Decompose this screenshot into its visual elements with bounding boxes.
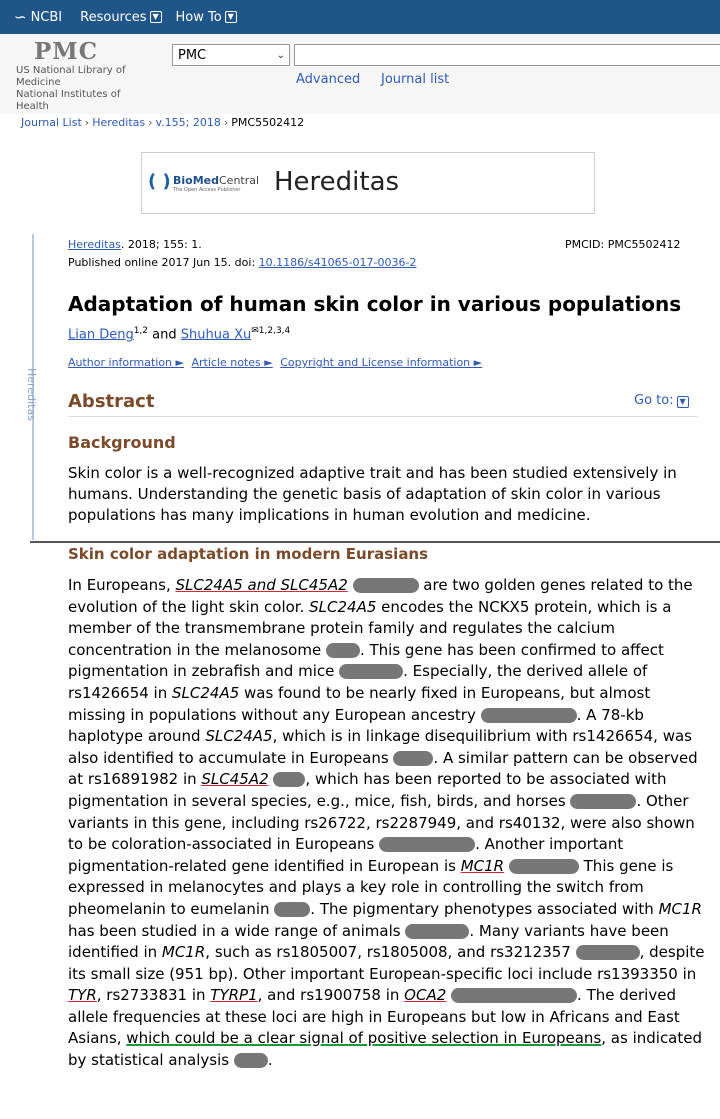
text: was found to be nearly fixed in Europeans, but almost missing in populations without any European ancestry — [68, 683, 651, 724]
database-select-value: PMC — [178, 48, 207, 63]
text: , such as rs1805007, rs1805008, and rs3212357 — [205, 943, 576, 962]
text: . Other variants in this gene, including rs26722, rs2287949, and rs40132, were also shown to be coloration-associated in Europeans — [68, 791, 695, 854]
text: . — [267, 1051, 273, 1070]
goto-label: Go to: — [634, 393, 674, 408]
publisher-tagline: The Open Access Publisher — [173, 187, 241, 193]
redacted-citation — [451, 988, 577, 1003]
breadcrumb-separator: › — [148, 116, 153, 129]
gene-name: SLC24A5 — [309, 597, 377, 616]
redacted-citation — [570, 794, 636, 809]
chevron-down-icon: ⌄ — [276, 50, 285, 61]
gene-name: MC1R — [658, 899, 702, 918]
doi-link[interactable]: 10.1186/s41065-017-0036-2 — [258, 256, 417, 269]
biomed-central-logo-icon: ( ) — [148, 171, 171, 192]
citation-line — [68, 238, 202, 251]
screenshot-seam — [30, 541, 720, 543]
pmcid: PMCID: PMC5502412 — [565, 238, 681, 251]
breadcrumb-journal-list[interactable]: Journal List — [21, 116, 82, 129]
citation-journal-link[interactable]: Hereditas — [68, 238, 121, 251]
gene-name: TYR — [68, 986, 97, 1005]
text: , and rs1900758 in — [257, 986, 405, 1005]
resources-menu[interactable] — [80, 10, 161, 25]
text: . The derived allele frequencies at these loci are high in Europeans but low in Africans and East Asians, — [68, 986, 680, 1048]
redacted-citation — [405, 924, 469, 939]
goto-menu[interactable] — [634, 393, 689, 408]
journal-list-link[interactable]: Journal list — [381, 72, 450, 87]
pmc-logo[interactable]: PMC — [34, 38, 99, 65]
text: , rs2733831 in — [96, 986, 211, 1005]
section-paragraph — [68, 575, 708, 1072]
text: . Many variants have been identified in — [68, 921, 669, 962]
abstract-divider — [68, 416, 698, 417]
chevron-down-icon: ▼ — [225, 11, 237, 23]
author-affiliation — [251, 326, 290, 336]
published-date: Published online 2017 Jun 15. doi: — [68, 256, 259, 269]
redacted-citation — [273, 772, 305, 787]
gene-name: SLC24A5 and SLC45A2 — [175, 576, 348, 594]
author-information-link[interactable]: Author information ► — [68, 356, 184, 369]
redacted-citation — [326, 643, 360, 658]
breadcrumb-hereditas[interactable]: Hereditas — [92, 116, 146, 129]
text: . A similar pattern can be observed at rs16891982 in — [68, 748, 698, 789]
abstract-heading: Abstract — [68, 391, 155, 412]
author-conjunction: and — [148, 327, 181, 343]
breadcrumb-volume[interactable]: v.155; 2018 — [155, 116, 221, 129]
article-title: Adaptation of human skin color in various populations — [68, 292, 682, 316]
text: . Especially, the derived allele of rs1426654 in — [68, 662, 648, 702]
text: , despite its small size (951 bp). Other important European-specific loci include rs1393350 in — [68, 943, 705, 983]
gene-name: SLC24A5 — [205, 727, 273, 746]
article-info-links — [68, 356, 486, 369]
article-notes-link[interactable]: Article notes ► — [191, 356, 273, 369]
journal-title: Hereditas — [274, 167, 400, 197]
author-link[interactable]: Lian Deng — [68, 327, 134, 343]
ncbi-logo-text: NCBI — [30, 9, 63, 25]
advanced-search-link[interactable]: Advanced — [296, 72, 361, 87]
ncbi-logo[interactable] — [14, 8, 62, 26]
chevron-down-icon: ▼ — [150, 11, 162, 23]
gene-name: OCA2 — [404, 986, 447, 1005]
ncbi-logo-icon: ∽ — [14, 8, 27, 26]
redacted-citation — [234, 1053, 268, 1068]
how-to-label: How To — [175, 9, 222, 25]
background-text: Skin color is a well-recognized adaptive trait and has been studied extensively in humans. Understanding the genetic basis of adaptation of skin color in various populations has many implications in human evolution and medicine. — [68, 464, 677, 524]
nlm-name: US National Library of Medicine — [16, 65, 126, 88]
copyright-link[interactable]: Copyright and License information ► — [280, 356, 483, 369]
breadcrumb — [21, 116, 304, 129]
text: . Another important pigmentation-related gene identified in European is — [68, 835, 624, 875]
gene-name: SLC24A5 — [172, 683, 240, 702]
author-list — [68, 326, 290, 342]
database-select[interactable] — [172, 44, 290, 66]
gene-name: SLC45A2 — [201, 770, 269, 789]
gene-name: TYRP1 — [210, 986, 258, 1005]
text: . This gene has been confirmed to affect pigmentation in zebrafish and mice — [68, 640, 664, 681]
text: , as indicated by statistical analysis — [68, 1029, 703, 1070]
text: , which is in linkage disequilibrium with rs1426654, was also identified to accumulate in Europeans — [68, 727, 692, 767]
citation-details: . 2018; 155: 1. — [120, 238, 202, 251]
gene-name: MC1R — [460, 856, 505, 875]
section-heading: Skin color adaptation in modern Eurasians — [68, 545, 429, 563]
text: In Europeans, — [68, 576, 176, 594]
text: . A 78-kb haplotype around — [68, 705, 644, 746]
redacted-citation — [339, 664, 403, 679]
resources-label: Resources — [80, 9, 147, 25]
search-input[interactable] — [294, 44, 720, 66]
text: has been studied in a wide range of animals — [68, 921, 406, 940]
author-affiliation-numbers: 1,2,3,4 — [258, 326, 291, 336]
text: . The pigmentary phenotypes associated with — [310, 899, 659, 918]
highlighted-sentence: which could be a clear signal of positive selection in Europeans — [126, 1029, 602, 1048]
text: , which has been reported to be associated with pigmentation in several species, e.g., mice, fish, birds, and horses — [68, 770, 667, 810]
journal-banner[interactable] — [141, 152, 595, 214]
nih-name: National Institutes of Health — [16, 89, 121, 112]
chevron-down-icon: ▼ — [677, 396, 689, 408]
email-icon[interactable]: ✉ — [251, 326, 259, 336]
author-affiliation: 1,2 — [133, 326, 149, 336]
pmc-header — [0, 34, 720, 114]
background-heading: Background — [68, 433, 176, 452]
publisher-suffix: Central — [219, 174, 260, 187]
redacted-citation — [274, 902, 310, 917]
redacted-citation — [379, 837, 475, 852]
breadcrumb-separator: › — [84, 116, 90, 129]
nlm-text — [16, 65, 156, 113]
published-line — [68, 256, 416, 269]
breadcrumb-separator: › — [223, 116, 229, 129]
redacted-citation — [481, 708, 577, 723]
author-link[interactable]: Shuhua Xu — [180, 327, 252, 343]
redacted-citation — [509, 859, 579, 874]
how-to-menu[interactable] — [176, 10, 237, 25]
redacted-citation — [353, 578, 419, 593]
breadcrumb-current: PMC5502412 — [231, 116, 305, 129]
gene-name: MC1R — [161, 943, 206, 962]
text: are two golden genes related to the evolution of the light skin color. — [68, 576, 693, 616]
publisher-brand: BioMed — [173, 174, 219, 187]
redacted-citation — [393, 751, 433, 766]
ncbi-top-bar — [0, 0, 720, 34]
redacted-citation — [576, 945, 640, 960]
publisher-name — [173, 174, 259, 187]
text: This gene is expressed in melanocytes and plays a key role in controlling the switch from pheomelanin to eumelanin — [68, 856, 674, 918]
journal-side-label: Hereditas — [25, 368, 38, 421]
text: encodes the NCKX5 protein, which is a member of the transmembrane protein family and regulates the calcium concentration in the melanosome — [68, 597, 672, 659]
